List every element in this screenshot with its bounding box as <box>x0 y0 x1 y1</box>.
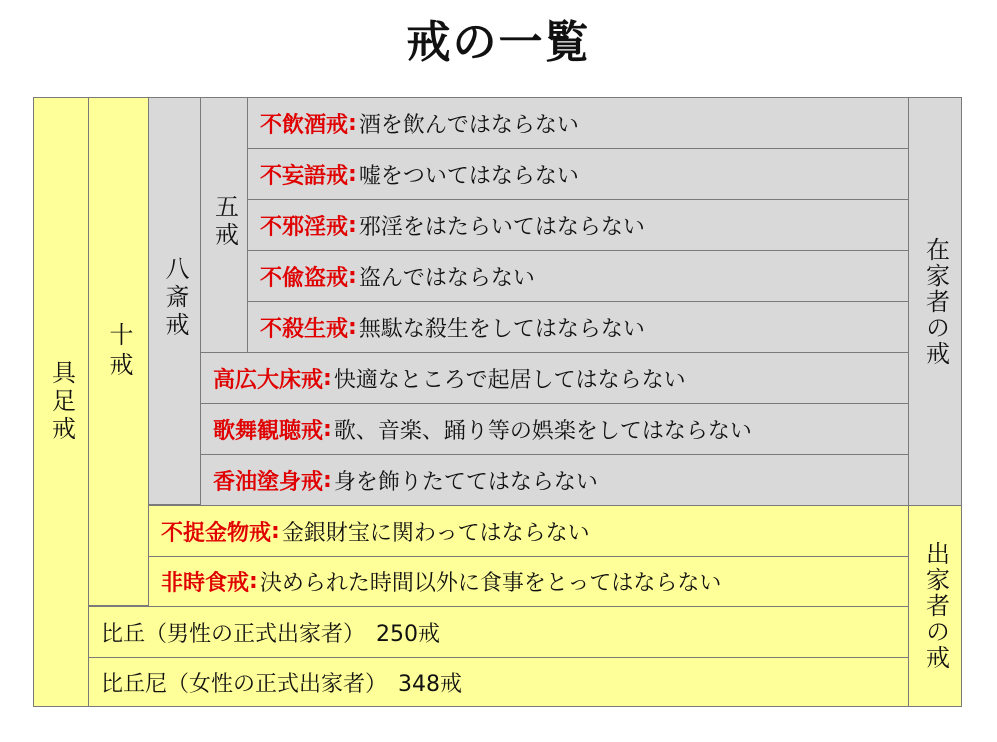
rule-row: 不捉金物戒 : 金銀財宝に関わってはならない <box>148 505 909 557</box>
rule-desc: 金銀財宝に関わってはならない <box>281 520 590 546</box>
rule-name: 不偸盗戒 <box>260 265 349 291</box>
rule-row: 不飲酒戒 : 酒を飲んではならない <box>247 97 909 149</box>
shukke-label: 出家者の戒 <box>921 541 950 671</box>
rule-name: 歌舞観聴戒 <box>213 418 324 444</box>
rule-name: 不殺生戒 <box>260 316 349 342</box>
rule-name: 非時食戒 <box>161 571 250 596</box>
rule-name: 香油塗身戒 <box>213 469 324 495</box>
rule-row: 香油塗身戒 : 身を飾りたててはならない <box>200 454 909 506</box>
hassaikai-column <box>148 97 201 505</box>
rule-desc: 盗んではならない <box>358 265 535 291</box>
rule-desc: 嘘をついてはならない <box>358 163 579 189</box>
zaike-label-cell <box>908 97 962 506</box>
rule-name: 不妄語戒 <box>260 163 349 189</box>
rule-desc: 歌、音楽、踊り等の娯楽をしてはならない <box>333 418 752 444</box>
jukai-label: 十戒 <box>105 322 133 382</box>
gokai-label: 五戒 <box>210 194 239 250</box>
rule-desc: 酒を飲んではならない <box>358 112 579 138</box>
rule-row: 非時食戒 : 決められた時間以外に食事をとってはならない <box>148 556 909 607</box>
rule-row: 高広大床戒 : 快適なところで起居してはならない <box>200 352 909 404</box>
page-title: 戒の一覧 <box>406 17 591 68</box>
gusokukai-label: 具足戒 <box>47 360 76 444</box>
rule-desc: 身を飾りたててはならない <box>333 469 598 495</box>
shukke-label-cell <box>908 505 962 707</box>
jukai-column <box>88 97 149 606</box>
hassaikai-label: 八斎戒 <box>161 256 189 340</box>
rule-desc: 決められた時間以外に食事をとってはならない <box>259 571 722 596</box>
gusokukai-column <box>33 97 89 707</box>
rule-name: 不飲酒戒 <box>260 112 349 138</box>
gokai-column <box>200 97 248 353</box>
rule-row: 不妄語戒 : 嘘をついてはならない <box>247 148 909 200</box>
rule-row: 不邪淫戒 : 邪淫をはたらいてはならない <box>247 199 909 251</box>
rule-row: 歌舞観聴戒 : 歌、音楽、踊り等の娯楽をしてはならない <box>200 403 909 455</box>
rule-name: 不捉金物戒 <box>161 520 272 546</box>
rule-desc: 邪淫をはたらいてはならない <box>358 214 645 240</box>
rule-name: 高広大床戒 <box>213 367 324 393</box>
rule-name: 不邪淫戒 <box>260 214 349 240</box>
zaike-label: 在家者の戒 <box>921 236 950 367</box>
rule-row: 不偸盗戒 : 盗んではならない <box>247 250 909 302</box>
bhikkhu-row: 比丘（男性の正式出家者） 250戒 <box>88 606 909 658</box>
rule-row: 不殺生戒 : 無駄な殺生をしてはならない <box>247 301 909 353</box>
bhikkhuni-row: 比丘尼（女性の正式出家者） 348戒 <box>88 657 909 707</box>
rule-desc: 快適なところで起居してはならない <box>333 367 686 393</box>
rule-desc: 無駄な殺生をしてはならない <box>358 316 645 342</box>
